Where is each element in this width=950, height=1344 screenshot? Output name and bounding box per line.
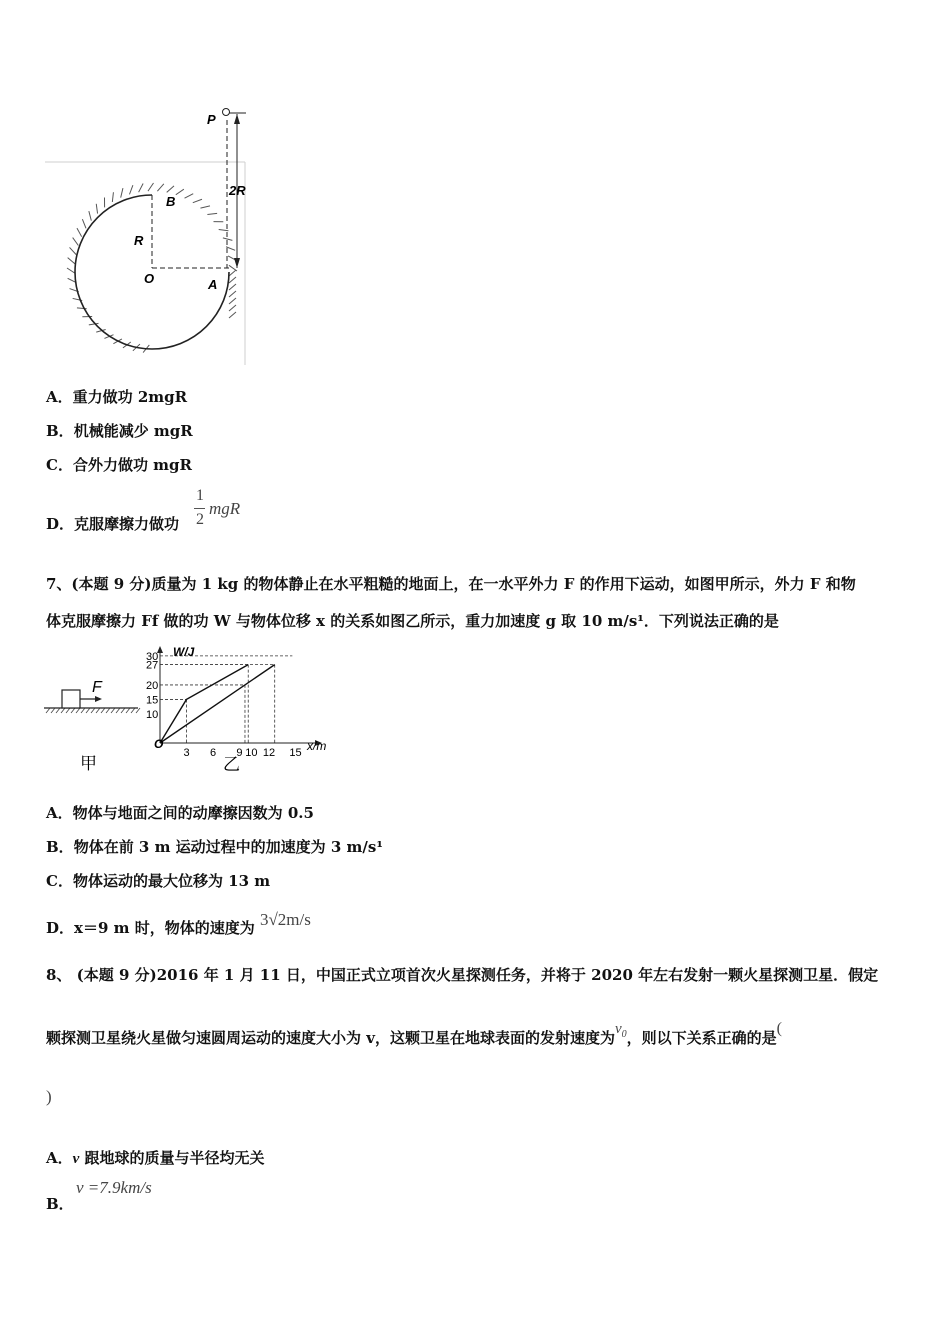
q6-option-a: A．重力做功 2mgR <box>46 388 188 406</box>
q7-option-a: A．物体与地面之间的动摩擦因数为 0.5 <box>46 804 314 822</box>
q7-option-b: B．物体在前 3 m 运动过程中的加速度为 3 m/s¹ <box>46 838 383 856</box>
chart-y-tick-label: 30 <box>146 650 159 663</box>
fig-yi-label: 乙 <box>223 755 240 774</box>
chart-series-line-F <box>160 665 248 743</box>
q8-option-a: A．v 跟地球的质量与半径均无关 <box>46 1149 265 1167</box>
q8-b-formula: v =7.9km/s <box>76 1178 152 1197</box>
label-O: O <box>144 271 155 286</box>
label-P: P <box>207 112 216 127</box>
chart-x-tick-label: 10 <box>245 747 258 759</box>
chart-series-line-Ff <box>160 665 275 743</box>
point-P-ball <box>223 109 230 116</box>
q7-stem-line2: 体克服摩擦力 Ff 做的功 W 与物体位移 x 的关系如图乙所示，重力加速度 g 取 10 m/s¹．下列说法正确的是 <box>46 612 779 630</box>
chart-y-tick-label: 10 <box>146 708 159 721</box>
fig-jia <box>40 670 150 780</box>
q6-option-d: D．克服摩擦力做功 <box>46 515 180 533</box>
label-A: A <box>208 277 218 292</box>
q8-paren-close: ) <box>46 1087 52 1106</box>
chart-y-tick-label: 20 <box>146 679 159 692</box>
q6-option-b: B．机械能减少 mgR <box>46 422 193 440</box>
chart-x-tick-label: 3 <box>183 747 190 759</box>
label-R: R <box>134 233 144 248</box>
fig-jia-label: 甲 <box>80 754 97 773</box>
circular-track-figure <box>40 100 270 370</box>
v0-symbol: $v_0$ <box>614 1021 627 1040</box>
chart-x-tick-label: 6 <box>209 747 217 759</box>
label-2R: 2R <box>229 183 246 198</box>
chart-x-tick-label: 15 <box>289 747 302 759</box>
force-F-label: F <box>92 679 102 696</box>
block <box>62 690 80 708</box>
q6-option-c: C．合外力做功 mgR <box>46 456 193 474</box>
q7-option-c: C．物体运动的最大位移为 13 m <box>46 872 271 890</box>
q8-stem-line2: 颗探测卫星绕火星做匀速圆周运动的速度大小为 v，这颗卫星在地球表面的发射速度为$v_0$，则以下关系正确的是( <box>46 1020 782 1047</box>
q6-d-fraction: 1 2 mgR <box>196 487 241 528</box>
q8-stem-line1: 8、 (本题 9 分)2016 年 1 月 11 日，中国正式立项首次火星探测任务，并将于 2020 年左右发射一颗火星探测卫星．假定 <box>46 966 879 984</box>
q7-option-d: D．x＝9 m 时，物体的速度为 3√2m/s <box>46 910 311 937</box>
chart-y-tick-label: 27 <box>146 659 159 672</box>
q8-option-b: B． <box>46 1195 74 1213</box>
label-B: B <box>166 194 176 209</box>
chart-x-tick-label: 9 <box>236 747 243 759</box>
chart-x-tick-label: 12 <box>262 747 276 759</box>
chart-xlabel: x/m <box>307 739 327 753</box>
work-displacement-chart <box>140 640 350 780</box>
q7-d-value: 3√2m/s <box>259 910 311 929</box>
q7-stem-line1: 7、(本题 9 分)质量为 1 kg 的物体静止在水平粗糙的地面上，在一水平外力 F 的作用下运动，如图甲所示，外力 F 和物 <box>46 575 856 593</box>
chart-origin: O <box>154 737 164 751</box>
chart-y-tick-label: 15 <box>146 694 159 707</box>
chart-ylabel: W/J <box>173 645 195 659</box>
